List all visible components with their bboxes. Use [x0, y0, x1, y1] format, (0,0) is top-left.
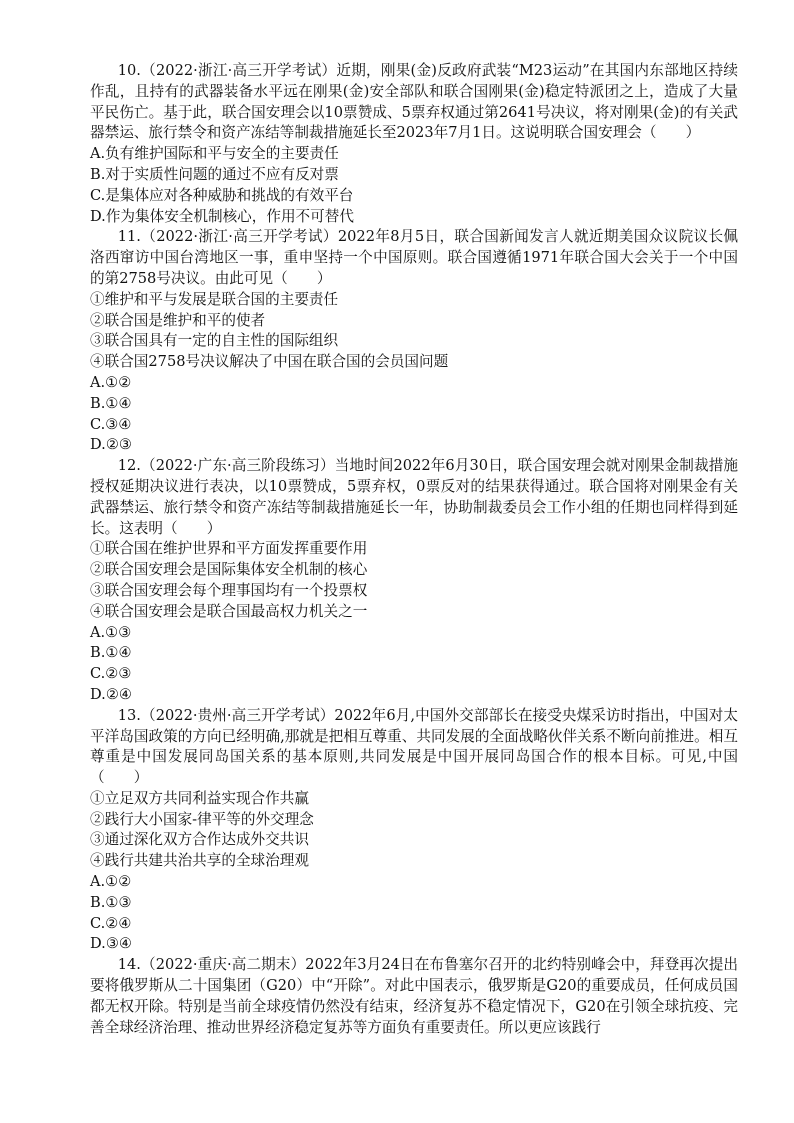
- question-14: [90, 955, 738, 1038]
- statement-3: ③通过深化双方合作达成外交共识: [90, 831, 309, 849]
- option-a: A.①②: [90, 373, 132, 391]
- option-b: B.①③: [90, 893, 132, 911]
- option-c: C.②④: [90, 914, 132, 932]
- question-10: [90, 61, 738, 227]
- option-d: D.③④: [90, 935, 132, 953]
- question-12: [90, 456, 738, 706]
- option-a: A.负有维护国际和平与安全的主要责任: [90, 145, 339, 163]
- question-stem: 12.（2022·广东·高三阶段练习）当地时间2022年6月30日，联合国安理会就对刚果金制裁措施授权延期决议进行表决，以10票赞成，5票弃权，0票反对的结果获得通过。联合国将对刚果金有关武器禁运、旅行禁令和资产冻结等制裁措施延长一年，协助制裁委员会工作小组的任期也同样得到延长。这表明（ ）: [90, 457, 738, 537]
- statement-2: ②践行大小国家-律平等的外交理念: [90, 810, 314, 828]
- question-13: [90, 706, 738, 956]
- statement-list: [90, 290, 738, 373]
- statement-1: ①联合国在维护世界和平方面发挥重要作用: [90, 540, 368, 558]
- statement-2: ②联合国安理会是国际集体安全机制的核心: [90, 561, 368, 579]
- question-list: [90, 61, 738, 1038]
- statement-list: [90, 789, 738, 872]
- option-d: D.②④: [90, 685, 132, 703]
- statement-3: ③联合国具有一定的自主性的国际组织: [90, 332, 339, 350]
- statement-3: ③联合国安理会每个理事国均有一个投票权: [90, 581, 368, 599]
- statement-4: ④践行共建共治共享的全球治理观: [90, 852, 309, 870]
- question-stem: 13.（2022·贵州·高三开学考试）2022年6月,中国外交部部长在接受央煤采访时指出，中国对太平洋岛国政策的方向已经明确,那就是把相互尊重、共同发展的全面战略伙伴关系不断向前推进。相互尊重是中国发展同岛国关系的基本原则,共同发展是中国开展同岛国合作的根本目标。可见,中国（ ）: [90, 706, 738, 787]
- statement-list: [90, 539, 738, 622]
- statement-4: ④联合国2758号决议解决了中国在联合国的会员国问题: [90, 353, 449, 371]
- statement-1: ①立足双方共同利益实现合作共赢: [90, 789, 309, 807]
- option-d: D.②③: [90, 436, 132, 454]
- statement-4: ④联合国安理会是联合国最高权力机关之一: [90, 602, 368, 620]
- answer-options: [90, 373, 738, 456]
- question-11: [90, 227, 738, 456]
- option-b: B.①④: [90, 394, 132, 412]
- option-b: B.①④: [90, 644, 132, 662]
- statement-2: ②联合国是维护和平的使者: [90, 311, 266, 329]
- option-d: D.作为集体安全机制核心，作用不可替代: [90, 207, 354, 225]
- answer-options: [90, 623, 738, 706]
- option-a: A.①③: [90, 623, 132, 641]
- option-c: C.③④: [90, 415, 132, 433]
- option-b: B.对于实质性问题的通过不应有反对票: [90, 165, 339, 183]
- option-a: A.①②: [90, 873, 132, 891]
- answer-options: [90, 872, 738, 955]
- option-c: C.是集体应对各种威胁和挑战的有效平台: [90, 186, 354, 204]
- answer-options: [90, 144, 738, 227]
- option-c: C.②③: [90, 665, 132, 683]
- question-stem: 11.（2022·浙江·高三开学考试）2022年8月5日，联合国新闻发言人就近期美国众议院议长佩洛西窜访中国台湾地区一事，重申坚持一个中国原则。联合国遵循1971年联合国大会关于一个中国的第2758号决议。由此可见（ ）: [90, 228, 738, 287]
- question-stem: 14.（2022·重庆·高二期末）2022年3月24日在布鲁塞尔召开的北约特别峰会中，拜登再次提出要将俄罗斯从二十国集团（G20）中“开除”。对此中国表示，俄罗斯是G20的重要成员，任何成员国都无权开除。特别是当前全球疫情仍然没有结束，经济复苏不稳定情况下，G20在引领全球抗疫、完善全球经济治理、推动世界经济稳定复苏等方面负有重要责任。所以更应该践行: [90, 956, 738, 1036]
- question-stem: 10.（2022·浙江·高三开学考试）近期，刚果(金)反政府武装“M23运动”在其国内东部地区持续作乱，且持有的武器装备水平远在刚果(金)安全部队和联合国刚果(金)稳定特派团之上，造成了大量平民伤亡。基于此，联合国安理会以10票赞成、5票弃权通过第2641号决议，将对刚果(金)的有关武器禁运、旅行禁令和资产冻结等制裁措施延长至2023年7月1日。这说明联合国安理会（ ）: [90, 62, 738, 142]
- statement-1: ①维护和平与发展是联合国的主要责任: [90, 290, 339, 308]
